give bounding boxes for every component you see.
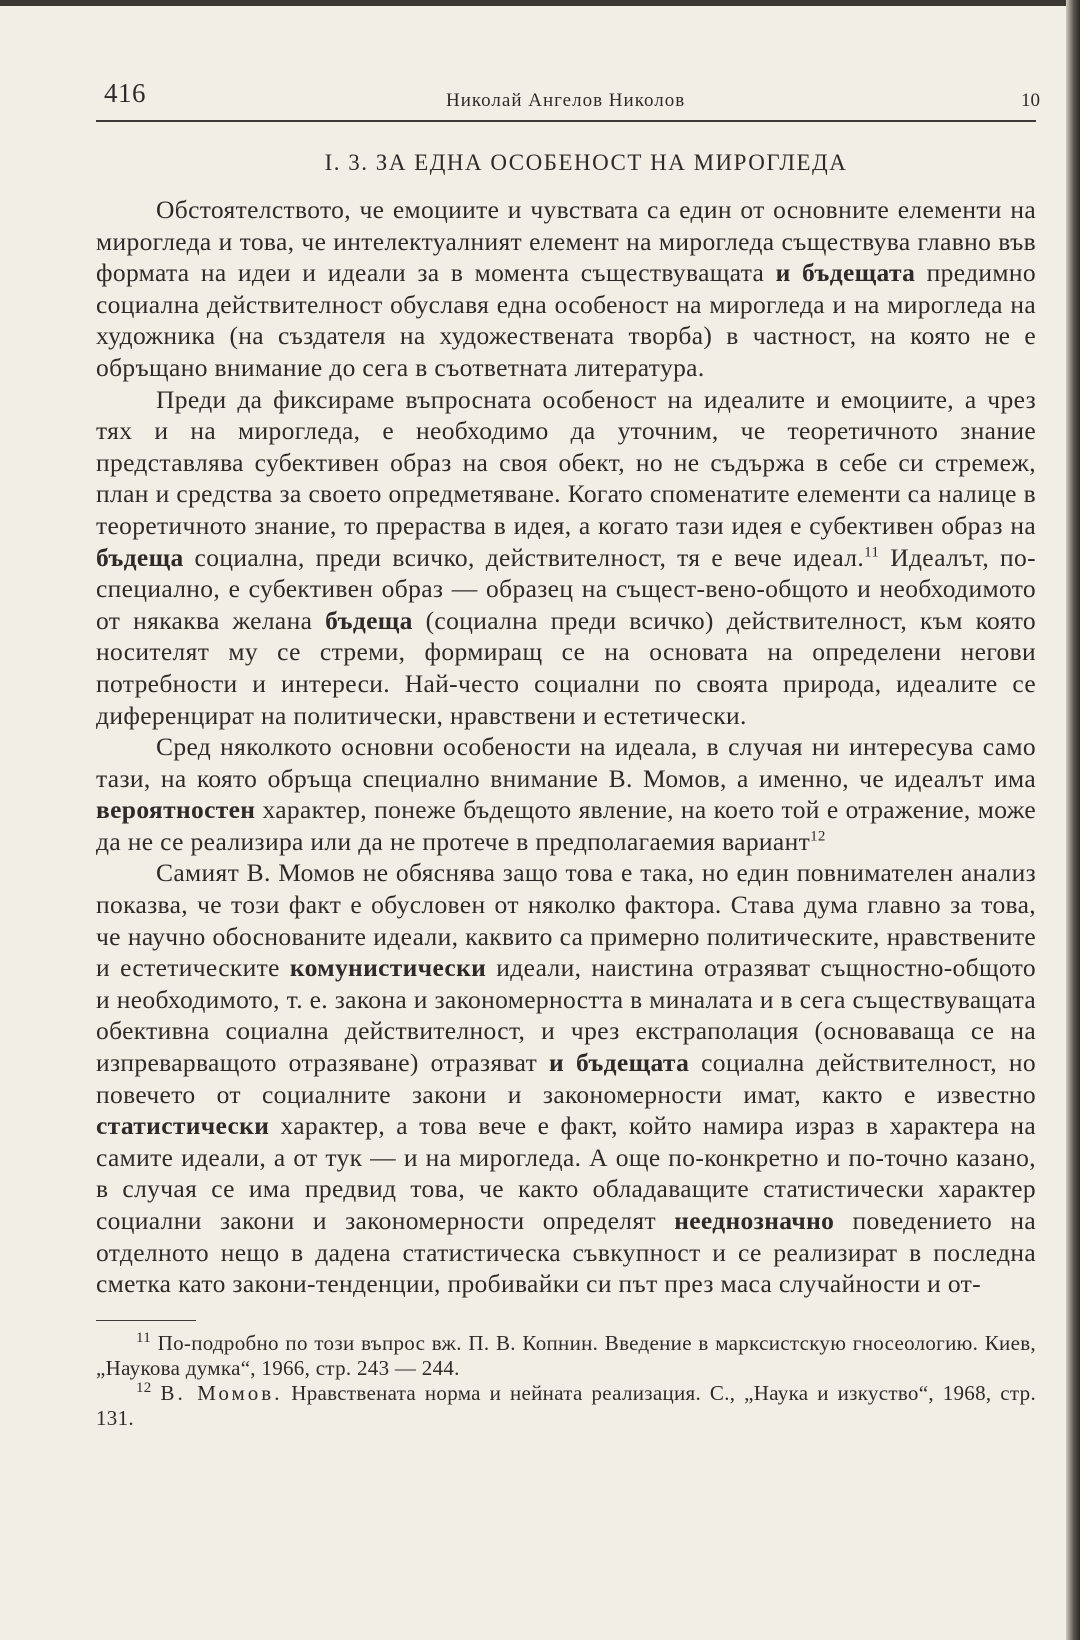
bold-run: и бъдещата	[549, 1048, 690, 1078]
scan-binding-edge	[1066, 0, 1080, 1640]
footnote-text: Нравствената норма и нейната реализация. С., „Наука и изкуство“, 1968, стр. 131.	[96, 1380, 1036, 1430]
book-page	[96, 70, 1040, 1431]
section-title: I. 3. ЗА ЕДНА ОСОБЕНОСТ НА МИРОГЛЕДА	[324, 150, 848, 175]
paragraph-2	[96, 384, 1036, 732]
bold-run: нееднозначно	[674, 1206, 835, 1235]
page-number: 416	[104, 78, 146, 108]
footnote-ref-11: 11	[864, 544, 880, 561]
footnote-12	[96, 1381, 1036, 1431]
text-run: Идеалът, по-специално, е субективен образ — образец на същест-вено-общото и необходимото от някаква желана	[96, 542, 1036, 635]
paragraph-1	[96, 194, 1036, 384]
footnotes	[96, 1331, 1036, 1431]
text-run: предимно социална действителност обуславя една особеност на мирогледа и на мирогледа на художника (на създателя на художествената творба) в частност, на която не е обръщано внимание до сега в съответната литература.	[96, 258, 1036, 382]
text-run: характер, понеже бъдещото явление, на което той е отражение, може да не се реализира или да не протече в предполагаемия вариант	[96, 795, 1036, 856]
paragraph-3	[96, 731, 1036, 857]
scan-top-edge	[0, 0, 1080, 6]
text-run: Сред няколкото основни особености на идеала, в случая ни интересува само тази, на която обръща специално внимание В. Момов, а именно, че идеалът има	[96, 732, 1036, 793]
footnote-number: 12	[136, 1379, 152, 1396]
bold-run: статистически	[96, 1111, 270, 1141]
footnote-divider	[96, 1320, 196, 1321]
bold-run: и бъдещата	[775, 258, 916, 288]
page-header	[96, 70, 1040, 122]
footnote-11	[96, 1331, 1036, 1381]
body-text	[96, 194, 1036, 1300]
footnote-number: 11	[136, 1329, 152, 1346]
paragraph-4	[96, 857, 1036, 1299]
text-run: Преди да фиксираме въпросната особеност на идеалите и емоциите, а чрез тях и на мирогледа, е необходимо да уточним, че теоретичното знание представлява субективен образ на своя обект, но не съдържа в себе си стремеж, план и средства за своето опредметяване. Когато споменатите елементи са налице в теоретичното знание, то прераства в идея, а когато тази идея е субективен образ на	[96, 384, 1036, 540]
text-run: Самият В. Момов не обяснява защо това е така, но един повнимателен анализ показва, че този факт е обусловен от няколко фактора. Става дума главно за това, че научно обоснованите идеали, каквито са примерно политическите, нравствените и естетическите	[96, 858, 1036, 983]
footnote-ref-12: 12	[810, 828, 826, 845]
corner-mark: 10	[1021, 90, 1040, 111]
footnote-author: В. Момов.	[160, 1380, 283, 1405]
bold-run: вероятностен	[96, 795, 256, 825]
running-head: Николай Ангелов Николов	[446, 90, 686, 111]
text-run: социална действителност, но повечето от социалните закони и закономерности имат, както е известно	[96, 1048, 1036, 1109]
text-run: характер, а това вече е факт, който намира израз в характера на самите идеали, а от тук — и на мирогледа. А още по-конкретно и по-точно казано, в случая се има предвид това, че както обладаващите статистически характер социални закони и закономерности определят	[96, 1111, 1036, 1235]
text-run: (социална преди всичко) действителност, към която носителят му се стреми, формиращ се на основата на определени негови потребности и интереси. Най-често социални по своята природа, идеалите се диференцират на политически, нравствени и естетически.	[96, 605, 1037, 730]
bold-run: бъдеща	[325, 605, 413, 635]
text-run: социална, преди всичко, действителност, тя е вече идеал.	[183, 542, 865, 572]
footnote-text: По-подробно по този въпрос вж. П. В. Копнин. Введение в марксистскую гносеологию. Киев, „Наукова думка“, 1966, стр. 243 — 244.	[96, 1330, 1036, 1380]
text-run: Обстоятелството, че емоциите и чувствата са един от основните елементи на мирогледа и това, че интелектуалният елемент на мирогледа съществува главно във формата на идеи и идеали за в момента съществуващата	[96, 195, 1036, 288]
bold-run: бъдеща	[96, 542, 184, 572]
text-run: поведението на отделното нещо в дадена статистическа съвкупност и се реализират в последна сметка като закони-тенденции, пробивайки си път през маса случайности и от-	[96, 1206, 1036, 1299]
text-run: идеали, наистина отразяват същностно-общото и необходимото, т. е. закона и закономерността в миналата и в сега съществуващата обективна социална действителност, и чрез екстраполация (основаваща се на изпреварващото отразяване) отразяват	[96, 953, 1037, 1078]
bold-run: комунистически	[289, 953, 487, 983]
